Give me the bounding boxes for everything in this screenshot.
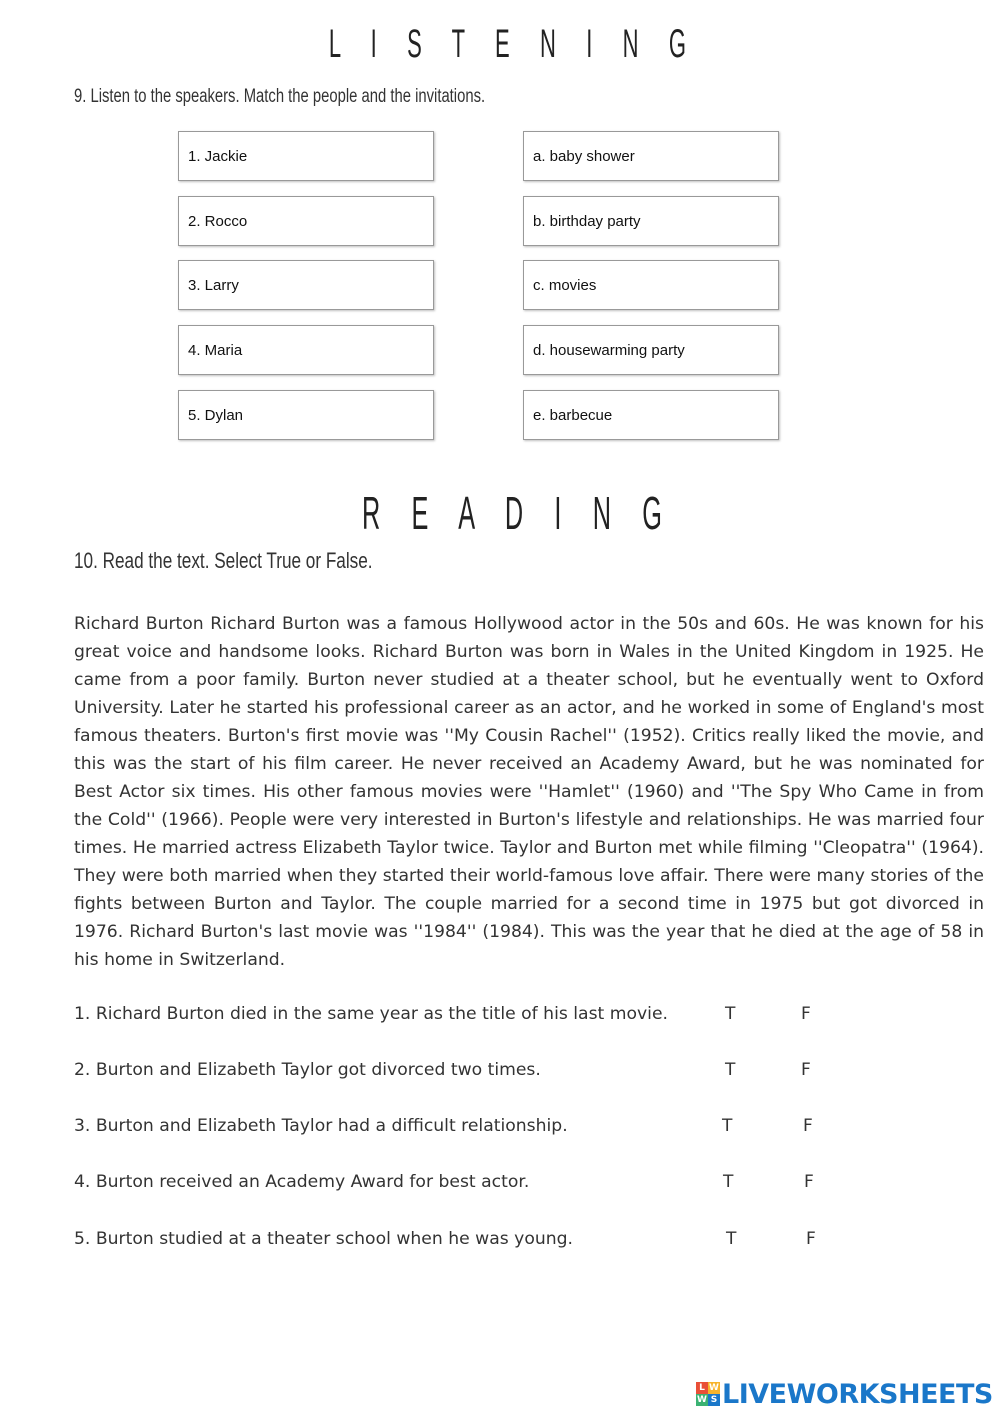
- false-option-1[interactable]: F: [801, 1004, 811, 1024]
- statement-1: 1. Richard Burton died in the same year as the title of his last movie.: [74, 1004, 668, 1024]
- statement-3: 3. Burton and Elizabeth Taylor had a difficult relationship.: [74, 1116, 568, 1136]
- reading-instruction: 10. Read the text. Select True or False.: [74, 548, 373, 573]
- person-label: 4. Maria: [188, 341, 243, 359]
- invitation-label: a. baby shower: [533, 147, 635, 165]
- person-box[interactable]: [178, 131, 434, 181]
- person-box[interactable]: [178, 260, 434, 310]
- person-box[interactable]: [178, 196, 434, 246]
- invitation-box[interactable]: [523, 196, 779, 246]
- false-option-4[interactable]: F: [804, 1172, 814, 1192]
- logo-mark-letter: W: [697, 1395, 707, 1405]
- true-option-3[interactable]: T: [722, 1116, 733, 1136]
- invitation-box[interactable]: [523, 260, 779, 310]
- invitation-label: b. birthday party: [533, 212, 641, 230]
- person-label: 5. Dylan: [188, 406, 244, 424]
- invitation-box[interactable]: [523, 325, 779, 375]
- statement-5: 5. Burton studied at a theater school when he was young.: [74, 1229, 573, 1249]
- logo-mark-icon: [696, 1382, 720, 1406]
- true-option-5[interactable]: T: [726, 1229, 737, 1249]
- reading-passage: Richard Burton Richard Burton was a famous Hollywood actor in the 50s and 60s. He was known for his great voice and handsome looks. Richard Burton was born in Wales in the United Kingdom in 1925. He came from a poor family. Burton never studied at a theater school, but he eventually went to Oxford University. Later he started his professional career as an actor, and he worked in some of England's most famous theaters. Burton's first movie was ''My Cousin Rachel'' (1952). Critics really liked the movie, and this was the start of his film career. He never received an Academy Award, but he was nominated for Best Actor six times. His other famous movies were ''Hamlet'' (1960) and ''The Spy Who Came in from the Cold'' (1966). People were very interested in Burton's lifestyle and relationships. He was married four times. He married actress Elizabeth Taylor twice. Taylor and Burton met while filming ''Cleopatra'' (1964). They were both married when they started their world-famous love affair. There were many stories of the fights between Burton and Taylor. The couple married for a second time in 1975 but got divorced in 1976. Richard Burton's last movie was ''1984'' (1984). This was the year that he died at the age of 58 in his home in Switzerland.: [74, 614, 984, 970]
- person-label: 1. Jackie: [188, 147, 248, 165]
- reading-title: R E A D I N G: [362, 487, 674, 539]
- false-option-3[interactable]: F: [803, 1116, 813, 1136]
- logo-mark-letter: S: [708, 1394, 720, 1406]
- logo-mark-letter: W: [709, 1383, 719, 1393]
- invitation-label: e. barbecue: [533, 406, 613, 424]
- statement-2: 2. Burton and Elizabeth Taylor got divorced two times.: [74, 1060, 541, 1080]
- invitation-box[interactable]: [523, 390, 779, 440]
- invitation-label: d. housewarming party: [533, 341, 685, 359]
- person-label: 3. Larry: [188, 276, 239, 294]
- invitation-box[interactable]: [523, 131, 779, 181]
- person-label: 2. Rocco: [188, 212, 248, 230]
- true-option-1[interactable]: T: [725, 1004, 736, 1024]
- false-option-2[interactable]: F: [801, 1060, 811, 1080]
- listening-title: L I S T E N I N G: [328, 22, 699, 66]
- person-box[interactable]: [178, 390, 434, 440]
- person-box[interactable]: [178, 325, 434, 375]
- false-option-5[interactable]: F: [806, 1229, 816, 1249]
- logo-text: LIVEWORKSHEETS: [722, 1378, 993, 1410]
- statement-4: 4. Burton received an Academy Award for best actor.: [74, 1172, 530, 1192]
- true-option-2[interactable]: T: [725, 1060, 736, 1080]
- logo-mark-letter: L: [696, 1382, 708, 1394]
- liveworksheets-logo: [696, 1378, 993, 1410]
- true-option-4[interactable]: T: [723, 1172, 734, 1192]
- invitation-label: c. movies: [533, 276, 597, 294]
- listening-instruction: 9. Listen to the speakers. Match the people and the invitations.: [74, 86, 486, 107]
